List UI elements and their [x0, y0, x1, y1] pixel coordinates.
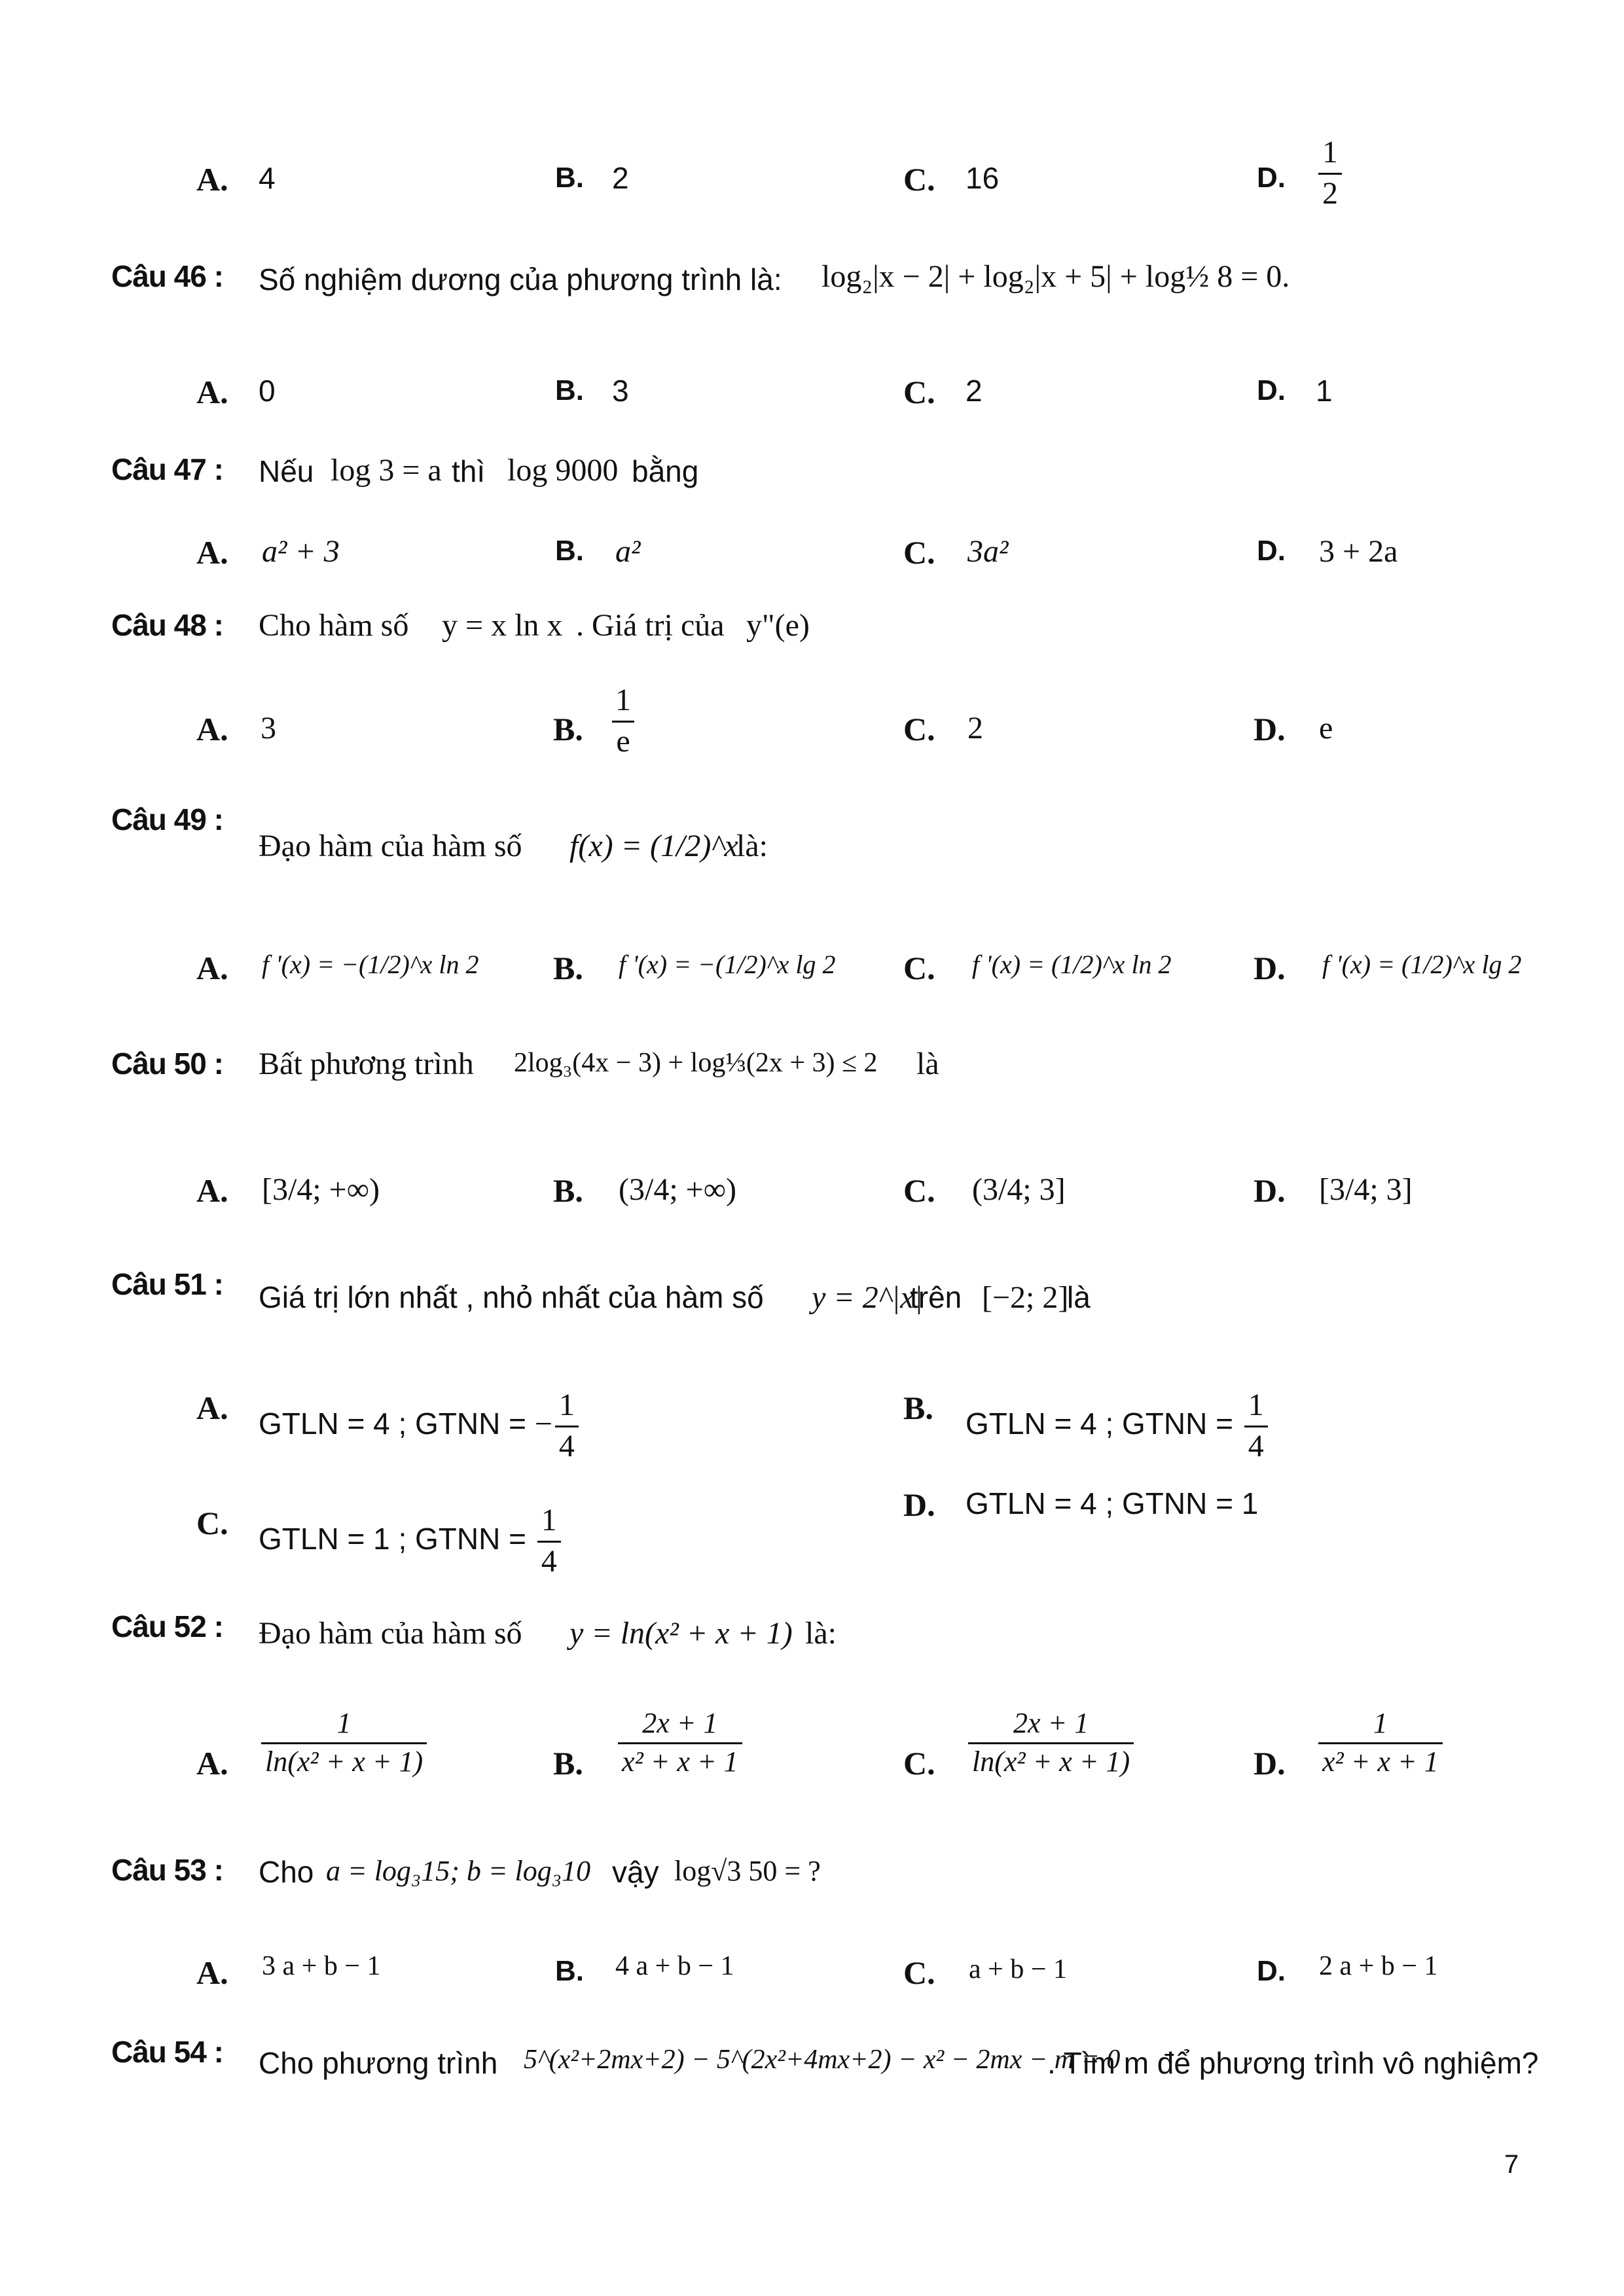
page-number: 7 [1504, 2150, 1519, 2179]
q49-option-c-label: C. [903, 950, 935, 986]
q53-option-d: 2 a + b − 1 [1319, 1951, 1438, 1981]
q48-option-c: 2 [967, 711, 983, 745]
q45-option-c-label: C. [903, 161, 935, 198]
q47-option-a-label: A. [196, 534, 228, 571]
q52-option-d: $\frac{1}{\text{x² + x + 1}}$ [1316, 1708, 1445, 1777]
q51-option-b-label: B. [903, 1390, 933, 1426]
q53-option-b-label: B. [555, 1955, 584, 1987]
q52-option-c-label: C. [903, 1745, 935, 1782]
q50-option-a-label: A. [196, 1172, 228, 1209]
q45-option-d: $\frac{1}{2}$ [1316, 136, 1344, 211]
q47-text-3: bằng [632, 454, 699, 488]
q49-option-a-label: A. [196, 950, 228, 986]
q47-expr-1: log 3 = a [331, 453, 442, 488]
q49-option-c: f '(x) = (1/2)^x ln 2 [972, 950, 1172, 979]
q46-option-b: 3 [612, 374, 629, 408]
q51-option-b: GTLN = 4 ; GTNN = $\frac{1}{4}$ [965, 1389, 1271, 1463]
q45-option-a-label: A. [196, 161, 228, 198]
q50-option-d-label: D. [1254, 1172, 1286, 1209]
q47-option-c: 3a² [967, 534, 1009, 569]
q52-option-c: $\frac{2x + 1}{\text{ln(x² + x + 1)}}$ [965, 1708, 1136, 1777]
q46-option-a-label: A. [196, 374, 228, 410]
q50-option-a: [3/4; +∞) [262, 1172, 380, 1207]
q47-expr-2: log 9000 [507, 453, 619, 488]
q48-expr-1: y = x ln x [442, 608, 563, 643]
q45-option-b: 2 [612, 161, 629, 195]
q53-option-c-label: C. [903, 1954, 935, 1991]
q50-text-1: Bất phương trình [259, 1047, 474, 1081]
q53-option-d-label: D. [1257, 1955, 1286, 1987]
q53-label: Câu 53 : [111, 1853, 223, 1887]
q51-text-3: là [1067, 1280, 1091, 1314]
q47-option-d: 3 + 2a [1319, 534, 1398, 569]
q50-label: Câu 50 : [111, 1047, 223, 1081]
q46-option-c-label: C. [903, 374, 935, 410]
q51-label: Câu 51 : [111, 1267, 223, 1301]
q46-option-d-label: D. [1257, 374, 1286, 406]
q50-option-c: (3/4; 3] [972, 1172, 1066, 1207]
q50-expr: 2log₃(4x − 3) + log⅓(2x + 3) ≤ 2 [514, 1048, 878, 1078]
q52-option-a-label: A. [196, 1745, 228, 1782]
q46-option-b-label: B. [555, 374, 584, 406]
q49-text-1: Đạo hàm của hàm số [259, 829, 522, 863]
q51-option-a-label: A. [196, 1390, 228, 1426]
q45-option-d-label: D. [1257, 162, 1286, 194]
q52-option-b: $\frac{2x + 1}{\text{x² + x + 1}}$ [615, 1708, 745, 1777]
q52-option-b-label: B. [553, 1745, 583, 1782]
q53-option-c: a + b − 1 [969, 1954, 1068, 1984]
q51-option-c: GTLN = 1 ; GTNN = $\frac{1}{4}$ [259, 1504, 564, 1579]
q48-text-1: Cho hàm số [259, 608, 409, 643]
q50-text-2: là [916, 1047, 939, 1081]
q52-expr: y = ln(x² + x + 1) [569, 1616, 793, 1651]
q47-text-1: Nếu [259, 454, 314, 488]
q49-option-d: f '(x) = (1/2)^x lg 2 [1322, 950, 1522, 979]
q53-expr-2: log√3 50 = ? [674, 1855, 821, 1887]
q50-option-b-label: B. [553, 1172, 583, 1209]
q53-expr-1: a = log₃15; b = log₃10 [326, 1855, 591, 1887]
q49-label: Câu 49 : [111, 802, 223, 836]
q48-option-a-label: A. [196, 711, 228, 747]
q51-text-2: trên [910, 1280, 962, 1314]
q51-option-d: GTLN = 4 ; GTNN = 1 [965, 1486, 1259, 1520]
q50-option-d: [3/4; 3] [1319, 1172, 1413, 1207]
q52-option-a: $\frac{1}{\text{ln(x² + x + 1)}}$ [259, 1708, 429, 1777]
q47-option-b-label: B. [555, 535, 584, 567]
q46-option-c: 2 [965, 374, 983, 408]
q49-text-2: là: [736, 829, 768, 863]
q53-text-2: vậy [612, 1855, 659, 1889]
q47-text-2: thì [452, 454, 486, 488]
q48-expr-2: y"(e) [746, 608, 810, 643]
q48-option-d-label: D. [1254, 711, 1286, 747]
q48-label: Câu 48 : [111, 608, 223, 642]
q49-option-d-label: D. [1254, 950, 1286, 986]
q53-option-b: 4 a + b − 1 [615, 1951, 734, 1981]
q48-option-b-label: B. [553, 711, 583, 747]
q49-option-b: f '(x) = −(1/2)^x lg 2 [619, 950, 836, 979]
q45-option-b-label: B. [555, 162, 584, 194]
q49-option-a: f '(x) = −(1/2)^x ln 2 [262, 950, 479, 979]
q51-interval: [−2; 2] [982, 1280, 1069, 1315]
q52-label: Câu 52 : [111, 1609, 223, 1643]
q53-text-1: Cho [259, 1855, 314, 1889]
q51-expr: y = 2^|x| [812, 1280, 923, 1315]
q47-option-d-label: D. [1257, 535, 1286, 567]
q45-option-a: 4 [259, 161, 276, 195]
q54-label: Câu 54 : [111, 2035, 223, 2069]
q52-text-1: Đạo hàm của hàm số [259, 1616, 522, 1651]
q48-option-c-label: C. [903, 711, 935, 747]
q49-expr: f(x) = (1/2)^x [569, 829, 738, 863]
q51-option-a: GTLN = 4 ; GTNN = − $\frac{1}{4}$ [259, 1389, 581, 1463]
q46-label: Câu 46 : [111, 259, 223, 293]
q53-option-a: 3 a + b − 1 [262, 1951, 381, 1981]
q46-equation: log₂|x − 2| + log₂|x + 5| + log½ 8 = 0. [821, 259, 1290, 294]
q46-option-a: 0 [259, 374, 276, 408]
q53-option-a-label: A. [196, 1954, 228, 1991]
q51-option-d-label: D. [903, 1486, 935, 1523]
q45-option-c: 16 [965, 161, 1000, 195]
q50-option-c-label: C. [903, 1172, 935, 1209]
q46-text: Số nghiệm dương của phương trình là: [259, 262, 782, 296]
q52-text-2: là: [805, 1616, 837, 1651]
q48-option-d: e [1319, 711, 1333, 745]
q47-option-c-label: C. [903, 534, 935, 571]
q48-option-a: 3 [261, 711, 276, 745]
q54-expr: 5^(x²+2mx+2) − 5^(2x²+4mx+2) − x² − 2mx − m = 0 [524, 2045, 1121, 2075]
q52-option-d-label: D. [1254, 1745, 1286, 1782]
q46-option-d: 1 [1316, 374, 1333, 408]
q54-text-2: . Tìm m để phương trình vô nghiệm? [1047, 2046, 1539, 2080]
q47-option-b: a² [615, 534, 641, 569]
q49-option-b-label: B. [553, 950, 583, 986]
q48-option-b: $\frac{1}{e}$ [609, 684, 638, 759]
q51-text-1: Giá trị lớn nhất , nhỏ nhất của hàm số [259, 1280, 764, 1314]
q50-option-b: (3/4; +∞) [619, 1172, 736, 1207]
q51-option-c-label: C. [196, 1505, 228, 1541]
q54-text-1: Cho phương trình [259, 2046, 498, 2080]
q48-text-2: . Giá trị của [576, 608, 725, 643]
q47-label: Câu 47 : [111, 452, 223, 486]
q47-option-a: a² + 3 [262, 534, 340, 569]
